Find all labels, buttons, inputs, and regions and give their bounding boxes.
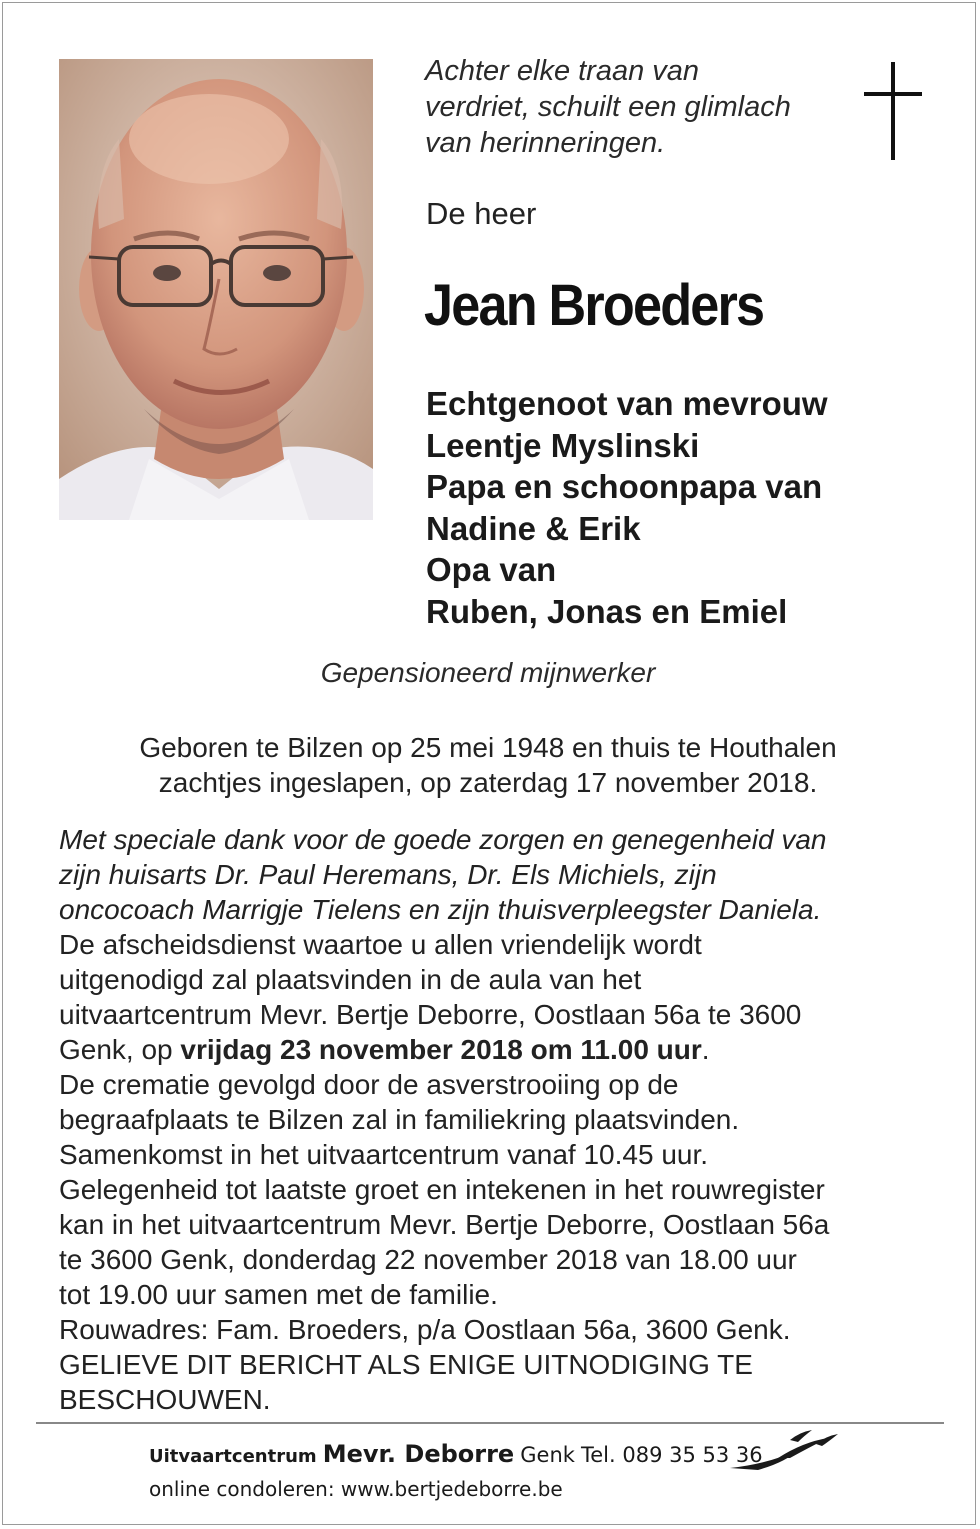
relation-line: Papa en schoonpapa van xyxy=(426,468,823,505)
relation-line: Opa van xyxy=(426,551,557,588)
thanks-line: oncocoach Marrigje Tielens en zijn thuisverpleegster Daniela. xyxy=(59,894,822,925)
relation-line: Ruben, Jonas en Emiel xyxy=(426,592,788,630)
cross-icon xyxy=(864,62,922,160)
footer-online[interactable]: online condoleren: www.bertjedeborre.be xyxy=(149,1477,563,1501)
ceremony-prefix: Genk, op xyxy=(59,1034,181,1065)
detail-line: BESCHOUWEN. xyxy=(59,1384,271,1415)
bird-logo-icon xyxy=(728,1428,840,1474)
birth-death-text xyxy=(0,730,976,800)
verse-line: van herinneringen. xyxy=(425,127,666,159)
occupation: Gepensioneerd mijnwerker xyxy=(320,657,656,688)
relation-line: Leentje Myslinski xyxy=(426,426,700,464)
relations xyxy=(426,383,946,632)
footer-firm: Uitvaartcentrum xyxy=(149,1446,317,1467)
ceremony-line: uitvaartcentrum Mevr. Bertje Deborre, Oostlaan 56a te 3600 xyxy=(59,999,802,1030)
verse xyxy=(425,53,845,161)
detail-line: tot 19.00 uur samen met de familie. xyxy=(59,1279,498,1310)
portrait-photo xyxy=(59,59,373,520)
detail-line: Samenkomst in het uitvaartcentrum vanaf 10.45 uur. xyxy=(59,1139,709,1170)
salutation: De heer xyxy=(426,196,537,231)
detail-line: begraafplaats te Bilzen zal in familiekring plaatsvinden. xyxy=(59,1104,740,1135)
footer-tel: Tel. 089 35 53 36 xyxy=(580,1443,763,1467)
main-text xyxy=(59,822,939,1417)
detail-line: te 3600 Genk, donderdag 22 november 2018 van 18.00 uur xyxy=(59,1244,797,1275)
footer-contact xyxy=(149,1440,763,1468)
detail-line: GELIEVE DIT BERICHT ALS ENIGE UITNODIGING TE xyxy=(59,1349,753,1380)
detail-line: Gelegenheid tot laatste groet en intekenen in het rouwregister xyxy=(59,1174,825,1205)
ceremony-date-line xyxy=(59,1032,939,1067)
verse-line: verdriet, schuilt een glimlach xyxy=(425,91,791,123)
detail-line: Rouwadres: Fam. Broeders, p/a Oostlaan 56a, 3600 Genk. xyxy=(59,1314,791,1345)
relation-line: Nadine & Erik xyxy=(426,509,641,547)
ceremony-line: De afscheidsdienst waartoe u allen vriendelijk wordt xyxy=(59,929,702,960)
relation-line: Echtgenoot van mevrouw xyxy=(426,385,828,422)
deceased-name: Jean Broeders xyxy=(424,273,764,338)
ceremony-date: vrijdag 23 november 2018 om 11.00 uur xyxy=(180,1034,702,1065)
birth-line: zachtjes ingeslapen, op zaterdag 17 november 2018. xyxy=(158,767,818,798)
detail-line: kan in het uitvaartcentrum Mevr. Bertje Deborre, Oostlaan 56a xyxy=(59,1209,830,1240)
verse-line: Achter elke traan van xyxy=(425,55,700,87)
birth-line: Geboren te Bilzen op 25 mei 1948 en thuis te Houthalen xyxy=(139,732,837,763)
thanks-line: zijn huisarts Dr. Paul Heremans, Dr. Els Michiels, zijn xyxy=(59,859,717,890)
ceremony-line: uitgenodigd zal plaatsvinden in de aula van het xyxy=(59,964,642,995)
ceremony-suffix: . xyxy=(701,1034,710,1065)
footer xyxy=(149,1440,763,1501)
thanks-line: Met speciale dank voor de goede zorgen en genegenheid van xyxy=(59,824,827,855)
footer-divider xyxy=(36,1422,944,1424)
footer-city: Genk xyxy=(520,1443,575,1467)
detail-line: De crematie gevolgd door de asverstrooiing op de xyxy=(59,1069,679,1100)
footer-firm-name: Mevr. Deborre xyxy=(322,1440,515,1468)
